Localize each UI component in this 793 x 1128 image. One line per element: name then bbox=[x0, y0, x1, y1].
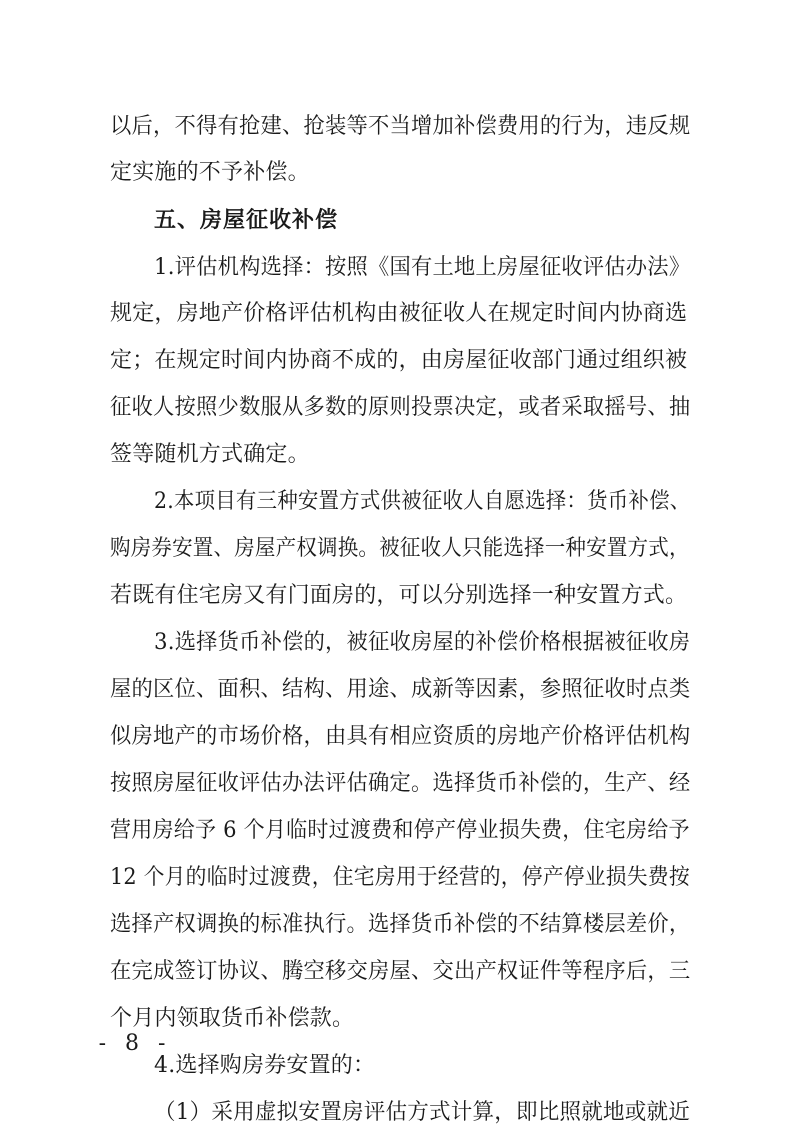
text-line: 规定，房地产价格评估机构由被征收人在规定时间内协商选 bbox=[110, 301, 688, 326]
text-line: 2.本项目有三种安置方式供被征收人自愿选择：货币补偿、 bbox=[154, 489, 691, 514]
text-line: 定；在规定时间内协商不成的，由房屋征收部门通过组织被 bbox=[110, 348, 688, 373]
text-line: 定实施的不予补偿。 bbox=[110, 160, 310, 185]
section-heading: 五、房屋征收补偿 bbox=[154, 208, 339, 233]
page-number: - 8 - bbox=[98, 1031, 172, 1056]
text-line: 似房地产的市场价格，由具有相应资质的房地产价格评估机构 bbox=[110, 724, 691, 749]
text-line: 在完成签订协议、腾空移交房屋、交出产权证件等程序后，三 bbox=[110, 959, 691, 984]
text-line: 购房券安置、房屋产权调换。被征收人只能选择一种安置方式， bbox=[110, 536, 690, 561]
text-line: 选择产权调换的标准执行。选择货币补偿的不结算楼层差价， bbox=[110, 912, 691, 937]
text-line: 屋的区位、面积、结构、用途、成新等因素，参照征收时点类 bbox=[110, 677, 691, 702]
text-line: 个月内领取货币补偿款。 bbox=[110, 1006, 355, 1031]
text-line: 3.选择货币补偿的，被征收房屋的补偿价格根据被征收房 bbox=[154, 630, 691, 655]
text-line: 按照房屋征收评估办法评估确定。选择货币补偿的，生产、经 bbox=[110, 771, 691, 796]
text-line: 签等随机方式确定。 bbox=[110, 442, 310, 467]
text-line: 12 个月的临时过渡费，住宅房用于经营的，停产停业损失费按 bbox=[110, 865, 690, 890]
text-line: （1）采用虚拟安置房评估方式计算，即比照就地或就近 bbox=[154, 1100, 691, 1125]
text-line: 1.评估机构选择：按照《国有土地上房屋征收评估办法》 bbox=[154, 255, 691, 280]
text-line: 以后，不得有抢建、抢装等不当增加补偿费用的行为，违反规 bbox=[110, 114, 691, 139]
text-line: 征收人按照少数服从多数的原则投票决定，或者采取摇号、抽 bbox=[110, 395, 691, 420]
text-line: 营用房给予 6 个月临时过渡费和停产停业损失费，住宅房给予 bbox=[110, 818, 690, 843]
text-line: 4.选择购房券安置的： bbox=[154, 1053, 376, 1078]
text-line: 若既有住宅房又有门面房的，可以分别选择一种安置方式。 bbox=[110, 583, 688, 608]
